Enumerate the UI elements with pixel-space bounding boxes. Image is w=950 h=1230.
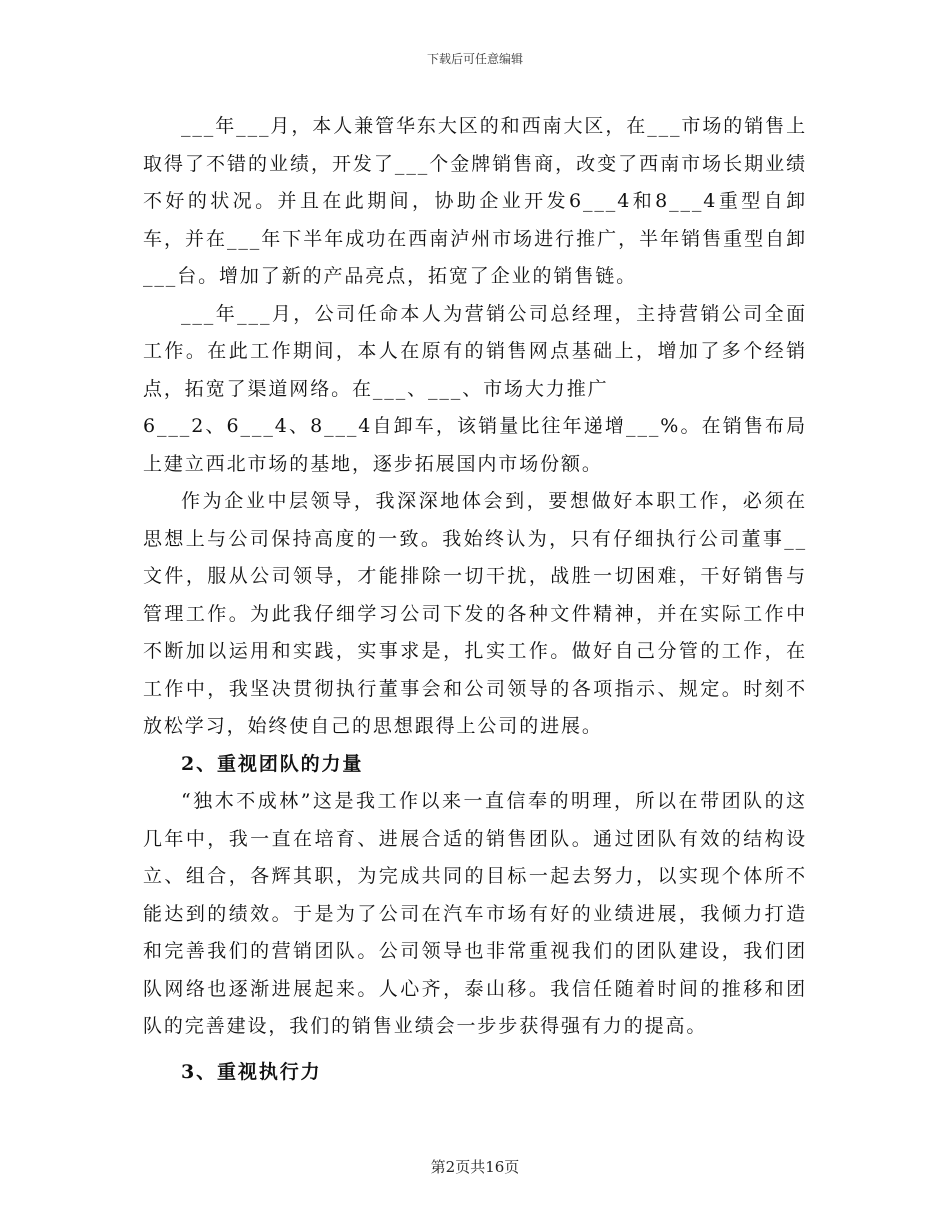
paragraph-east-southwest-sales: ___年___月，本人兼管华东大区的和西南大区，在___市场的销售上取得了不错的业绩，开发了___个金牌销售商，改变了西南市场长期业绩不好的状况。并且在此期间，协助企业开发6___4和8___4重型自卸车，并在___年下半年成功在西南泸州市场进行推广，半年销售重型自卸___台。增加了新的产品亮点，拓宽了企业的销售链。	[143, 115, 807, 287]
page-number-footer: 第2页共16页	[430, 1158, 520, 1176]
paragraph-appointed-general-manager: ___年___月，公司任命本人为营销公司总经理，主持营销公司全面工作。在此工作期间，本人在原有的销售网点基础上，增加了多个经销点，拓宽了渠道网络。在___、___、市场大力推广	[143, 302, 807, 400]
section-heading-team-strength: 2、重视团队的力量	[181, 752, 364, 775]
paragraph-middle-management-reflection: 作为企业中层领导，我深深地体会到，要想做好本职工作，必须在思想上与公司保持高度的一致。我始终认为，只有仔细执行公司董事__文件，服从公司领导，才能排除一切干扰，战胜一切困难，干好销售与管理工作。为此我仔细学习公司下发的各种文件精神，并在实际工作中不断加以运用和实践，实事求是，扎实工作。做好自己分管的工作，在工作中，我坚决贯彻执行董事会和公司领导的各项指示、规定。时刻不放松学习，始终使自己的思想跟得上公司的进展。	[143, 490, 807, 737]
paragraph-dump-truck-sales: 6___2、6___4、8___4自卸车，该销量比往年递增___%。在销售布局上建立西北市场的基地，逐步拓展国内市场份额。	[143, 415, 807, 475]
document-body	[143, 108, 807, 1091]
page-header: 下载后可任意编辑	[426, 52, 523, 66]
paragraph-team-building: “独木不成林”这是我工作以来一直信奉的明理，所以在带团队的这几年中，我一直在培育、进展合适的销售团队。通过团队有效的结构设立、组合，各辉其职，为完成共同的目标一起去努力，以实现个体所不能达到的绩效。于是为了公司在汽车市场有好的业绩进展，我倾力打造和完善我们的营销团队。公司领导也非常重视我们的团队建设，我们团队网络也逐渐进展起来。人心齐，泰山移。我信任随着时间的推移和团队的完善建设，我们的销售业绩会一步步获得强有力的提高。	[143, 790, 807, 1037]
section-heading-execution: 3、重视执行力	[181, 1060, 322, 1083]
